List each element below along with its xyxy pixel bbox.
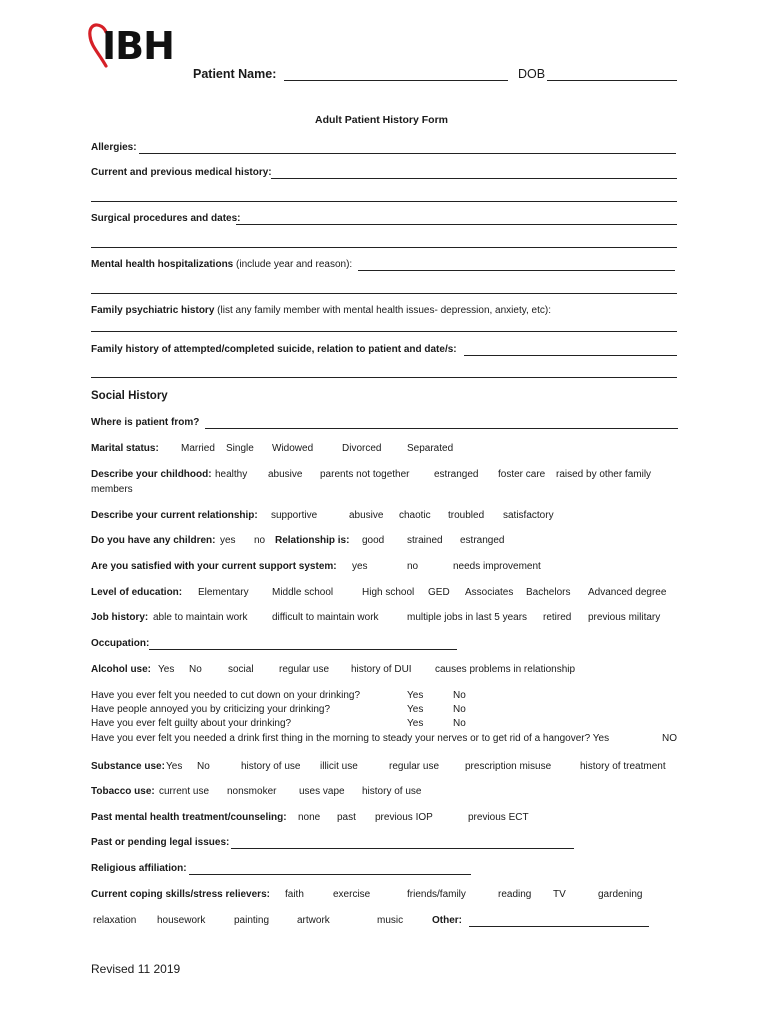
job-option[interactable]: difficult to maintain work [272, 612, 379, 623]
marital-option[interactable]: Widowed [272, 443, 314, 454]
coping-option[interactable]: artwork [297, 915, 330, 926]
childhood-option[interactable]: raised by other family [556, 469, 652, 480]
coping-other-label: Other: [432, 915, 462, 926]
surgical-label: Surgical procedures and dates: [91, 213, 241, 224]
substance-option[interactable]: illicit use [320, 761, 358, 772]
family-suicide-label: Family history of attempted/completed suicide, relation to patient and date/s: [91, 344, 457, 355]
cage-yes[interactable]: Yes [407, 718, 424, 729]
dob-label: DOB [518, 67, 546, 81]
past-treatment-option[interactable]: previous ECT [468, 812, 529, 823]
job-option[interactable]: previous military [588, 612, 661, 623]
revised-date: Revised 11 2019 [91, 962, 181, 976]
education-option[interactable]: High school [362, 587, 415, 598]
logo-text: IBH [102, 24, 174, 68]
coping-option[interactable]: reading [498, 889, 532, 900]
cage-no[interactable]: No [453, 718, 466, 729]
relationship-option[interactable]: troubled [448, 510, 485, 521]
family-suicide-field[interactable] [464, 355, 677, 356]
marital-option[interactable]: Single [226, 443, 254, 454]
social-history-heading: Social History [91, 390, 168, 402]
marital-option[interactable]: Separated [407, 443, 454, 454]
childhood-option[interactable]: foster care [498, 469, 546, 480]
surgical-field[interactable] [236, 224, 677, 225]
mental-hosp-rest: (include year and reason): [236, 259, 353, 270]
substance-option[interactable]: regular use [389, 761, 440, 772]
ibh-logo [84, 20, 194, 76]
childhood-option[interactable]: parents not together [320, 469, 410, 480]
alcohol-option[interactable]: regular use [279, 664, 330, 675]
education-option[interactable]: Associates [465, 587, 514, 598]
coping-option[interactable]: exercise [333, 889, 371, 900]
family-psych-rest: (list any family member with mental health issues- depression, anxiety, etc): [217, 305, 552, 316]
substance-option[interactable]: No [197, 761, 210, 772]
cage-question: Have you ever felt you needed to cut down on your drinking? [91, 690, 361, 701]
coping-option[interactable]: friends/family [407, 889, 466, 900]
support-option[interactable]: needs improvement [453, 561, 541, 572]
relationship-option[interactable]: satisfactory [503, 510, 554, 521]
tobacco-option[interactable]: current use [159, 786, 210, 797]
coping-option[interactable]: housework [157, 915, 206, 926]
job-option[interactable]: multiple jobs in last 5 years [407, 612, 528, 623]
relationship-option[interactable]: chaotic [399, 510, 431, 521]
job-label: Job history: [91, 612, 149, 623]
medical-history-field-2[interactable] [91, 201, 677, 202]
relationship-is-label: Relationship is: [275, 535, 350, 546]
mental-hosp-field-2[interactable] [91, 293, 677, 294]
tobacco-option[interactable]: history of use [362, 786, 422, 797]
religious-label: Religious affiliation: [91, 863, 187, 874]
relationship-is-option[interactable]: good [362, 535, 385, 546]
coping-option[interactable]: TV [553, 889, 566, 900]
cage-no[interactable]: NO [662, 733, 677, 744]
cage-yes[interactable]: Yes [407, 704, 424, 715]
childhood-option[interactable]: healthy [215, 469, 248, 480]
support-label: Are you satisfied with your current support system: [91, 561, 337, 572]
tobacco-option[interactable]: nonsmoker [227, 786, 277, 797]
childhood-option[interactable]: abusive [268, 469, 303, 480]
substance-option[interactable]: prescription misuse [465, 761, 552, 772]
occupation-label: Occupation: [91, 638, 150, 649]
where-from-label: Where is patient from? [91, 417, 200, 428]
job-option[interactable]: retired [543, 612, 572, 623]
dob-field[interactable] [547, 80, 677, 81]
coping-option[interactable]: music [377, 915, 404, 926]
support-option[interactable]: no [407, 561, 419, 572]
children-option[interactable]: yes [220, 535, 236, 546]
alcohol-option[interactable]: causes problems in relationship [435, 664, 576, 675]
family-psych-field[interactable] [91, 331, 677, 332]
substance-option[interactable]: history of use [241, 761, 301, 772]
alcohol-option[interactable]: social [228, 664, 254, 675]
childhood-option-wrap: members [91, 484, 133, 495]
marital-label: Marital status: [91, 443, 159, 454]
education-option[interactable]: Advanced degree [588, 587, 667, 598]
tobacco-option[interactable]: uses vape [299, 786, 345, 797]
coping-option[interactable]: relaxation [93, 915, 137, 926]
relationship-option[interactable]: abusive [349, 510, 384, 521]
allergies-label: Allergies: [91, 142, 137, 153]
cage-no[interactable]: No [453, 690, 466, 701]
cage-question: Have people annoyed you by criticizing your drinking? [91, 704, 331, 715]
cage-yes[interactable]: Yes [407, 690, 424, 701]
education-option[interactable]: GED [428, 587, 450, 598]
job-option[interactable]: able to maintain work [153, 612, 248, 623]
education-option[interactable]: Bachelors [526, 587, 571, 598]
relationship-option[interactable]: supportive [271, 510, 318, 521]
alcohol-option[interactable]: history of DUI [351, 664, 412, 675]
alcohol-label: Alcohol use: [91, 664, 152, 675]
surgical-field-2[interactable] [91, 247, 677, 248]
family-suicide-field-2[interactable] [91, 377, 677, 378]
coping-option[interactable]: gardening [598, 889, 643, 900]
relationship-label: Describe your current relationship: [91, 510, 258, 521]
coping-label: Current coping skills/stress relievers: [91, 889, 270, 900]
relationship-is-option[interactable]: strained [407, 535, 443, 546]
legal-label: Past or pending legal issues: [91, 837, 230, 848]
occupation-field[interactable] [149, 649, 457, 650]
childhood-label: Describe your childhood: [91, 469, 212, 480]
support-option[interactable]: yes [352, 561, 368, 572]
religious-field[interactable] [189, 874, 471, 875]
substance-option[interactable]: Yes [166, 761, 183, 772]
cage-no[interactable]: No [453, 704, 466, 715]
education-option[interactable]: Elementary [198, 587, 249, 598]
alcohol-option[interactable]: No [189, 664, 202, 675]
marital-option[interactable]: Divorced [342, 443, 382, 454]
alcohol-option[interactable]: Yes [158, 664, 175, 675]
substance-option[interactable]: history of treatment [580, 761, 666, 772]
medical-history-label: Current and previous medical history: [91, 167, 272, 178]
allergies-field[interactable] [139, 153, 676, 154]
past-treatment-option[interactable]: none [298, 812, 321, 823]
where-from-field[interactable] [205, 428, 678, 429]
family-psych-bold: Family psychiatric history [91, 305, 215, 316]
family-psych-label [91, 305, 551, 316]
childhood-option[interactable]: estranged [434, 469, 479, 480]
mental-hosp-field[interactable] [358, 270, 675, 271]
cage-question: Have you ever felt guilty about your drinking? [91, 718, 292, 729]
substance-label: Substance use: [91, 761, 165, 772]
patient-name-field[interactable] [284, 80, 508, 81]
relationship-is-option[interactable]: estranged [460, 535, 505, 546]
coping-option[interactable]: faith [285, 889, 304, 900]
education-label: Level of education: [91, 587, 183, 598]
legal-field[interactable] [231, 848, 574, 849]
medical-history-field[interactable] [271, 178, 677, 179]
children-label: Do you have any children: [91, 535, 216, 546]
mental-hosp-bold: Mental health hospitalizations [91, 259, 234, 270]
tobacco-label: Tobacco use: [91, 786, 155, 797]
marital-option[interactable]: Married [181, 443, 215, 454]
form-title: Adult Patient History Form [315, 114, 449, 126]
children-option[interactable]: no [254, 535, 266, 546]
past-treatment-option[interactable]: past [337, 812, 356, 823]
cage-question: Have you ever felt you needed a drink first thing in the morning to steady your nerves or to get rid of a hangover? Yes [91, 733, 610, 744]
patient-name-label: Patient Name: [193, 67, 277, 81]
coping-option[interactable]: painting [234, 915, 270, 926]
past-treatment-label: Past mental health treatment/counseling: [91, 812, 287, 823]
mental-hosp-label [91, 259, 352, 270]
education-option[interactable]: Middle school [272, 587, 334, 598]
past-treatment-option[interactable]: previous IOP [375, 812, 433, 823]
coping-other-field[interactable] [469, 926, 649, 927]
